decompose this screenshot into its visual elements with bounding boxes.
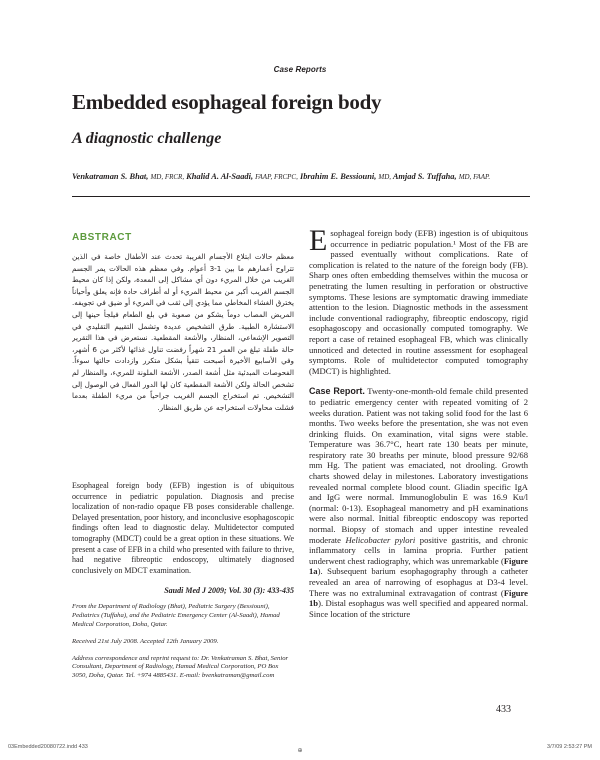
correspondence: Address correspondence and reprint request to: Dr. Venkatraman S. Bhat, Senior Consultant, Department of Radiology, Hamad Medical Corporation, PO Box 3050, Doha, Qatar. Tel. +974 4885431. E-mail: bvenkatraman@gmail.com: [72, 654, 289, 680]
case-report-paragraph: [309, 386, 528, 619]
author-list: [72, 172, 542, 181]
case-text: Twenty-one-month-old female child presented to pediatric emergency center with repeated vomiting of 2 weeks duration. Patient was not taking solid food for the last 6 months. Two weeks before the presentation, she was not even drinking fluids. On examination, vital signs were stable. Temperature was 36.7°C, heart rate 130 beats per minute, respiratory rate 30 breaths per minute, blood pressure 92/68 mm Hg. The patient was emaciated, not drooling. Growth charts showed delay in milestones. Laboratory investigations revealed normal complete blood count. Gliadin specific IgA and IgG were normal. Immunoglobulin E was 16.9 Ku/l (normal: 0-13). Esophageal manometry and pH examinations were also normal. Initial fibreoptic endoscopy was reported normal. Biopsy of stomach and upper intestine revealed moderate: [309, 386, 528, 545]
author-name: Venkatraman S. Bhat,: [72, 172, 149, 181]
figure-ref: Figure 1b: [309, 587, 528, 609]
abstract-english: Esophageal foreign body (EFB) ingestion is of ubiquitous occurrence in pediatric population. Diagnosis and precise localization of non-radio opaque FB poses considerable challenge. Delayed presentation, poor history, and inconclusive esophagoscopic findings often lead to diagnostic delay. Multidetector computed tomography (MDCT) could be a great option in these situations. We present a case of EFB in a child who presented with failure to thrive, had negative fibreoptic endoscopy, ultimately diagnosed conclusively on MDCT examination.: [72, 481, 294, 575]
affiliation: From the Department of Radiology (Bhat), Pediatric Surgery (Bessiouni), Pediatrics (Tuffaha), and the Pediatric Emergency Center (Al-Saadi), Hamad Medical Corporation, Doha, Qatar.: [72, 603, 280, 628]
author-degrees: MD,: [378, 173, 392, 181]
author-degrees: MD, FRCR,: [150, 173, 185, 181]
intro-paragraph: [309, 224, 528, 376]
section-label: Case Reports: [273, 65, 327, 74]
article-title: Embedded esophageal foreign body: [72, 90, 382, 114]
received-dates: Received 21st July 2008. Accepted 12th January 2009.: [72, 637, 219, 645]
figure-ref: Figure 1a: [309, 555, 528, 577]
title-divider: [72, 196, 530, 197]
drop-cap: E: [309, 224, 328, 257]
author-degrees: FAAP, FRCPC,: [255, 173, 298, 181]
article-subtitle: A diagnostic challenge: [72, 130, 222, 147]
abstract-arabic: معظم حالات ابتلاع الأجسام الغريبة تحدث عند الأطفال خاصة في الذين تتراوح أعمارهم ما بين 1-3 أعوام. وفي معظم هذه الحالات يمر الجسم الغريب من خلال المريء دون أي مشاكل إلى المعدة، ولكن إذا كان محيط الجسم الغريب أكبر من محيط المريء أو له أطراف حادة فإنه يعلق وأحياناً يخترق الغشاء المخاطي مما يؤدي إلى ثقب في المريء أو ضيق في تجويفه. المريض المصاب دوماً يشكو من صعوبة في بلع الطعام فيلجأ حينها إلى الاستشارة الطبية. طرق التشخيص عديدة وتشمل التقييم التقليدي في التصوير الإشعاعي، المنظار، والأشعة المقطعية. نستعرض في هذا التقرير حالة طفلة تبلغ من العمر 21 شهراً رفضت تناول غذائها لأكثر من 6 أشهر، وفي الأسابيع الأخيرة أصبحت تتقيأ بشكل متكرر وازدادت حالتها سوءاً. الفحوصات المبدئية مثل أشعة الصدر، الأشعة الملونة للمريء، والمنظار لم تشخص الحالة ولكن الأشعة المقطعية كان لها الدور الفعال في الوصول إلى التشخيص. تم استخراج الجسم الغريب جراحياً من مريء الطفلة بعدما فشلت محاولات استخراجه عن طريق المنظار.: [72, 252, 294, 412]
case-italic: Helicobacter pylori: [345, 534, 416, 545]
footer-file: 03Embedded20080722.indd 433: [8, 744, 88, 750]
case-text: positive gastritis, and chronic inflammatory cells in lamina propria. Further patient underwent chest radiography, which was unremarkable (: [309, 534, 528, 566]
abstract-column: [72, 232, 294, 681]
registration-mark-icon: ⊕: [297, 748, 303, 754]
author-name: Khalid A. Al-Saadi,: [186, 172, 254, 181]
body-column: [309, 224, 528, 619]
print-footer: [0, 740, 600, 760]
author-name: Amjad S. Tuffaha,: [392, 172, 457, 181]
abstract-heading: ABSTRACT: [72, 232, 132, 243]
case-report-heading: Case Report.: [309, 386, 365, 397]
journal-citation: Saudi Med J 2009; Vol. 30 (3): 433-435: [164, 586, 294, 596]
intro-text: sophageal foreign body (EFB) ingestion is of ubiquitous occurrence in pediatric population.¹ Most of the FB are passed eventually without complications. Rate of complication is related to the nature of the foreign body (FB). Sharp ones often embedding themselves within the mucosa or penetrating the lumen resulting in perforation or obstructive symptoms. These lesions are symptomatic drawing immediate attention to the lesion. Diagnostic methods in the assessment include conventional radiography, fibreoptic endoscopy, rigid esophagoscopy and occasionally computed tomography. We report a case of retained esophageal FB, which was clinically unnoticed and detected in routine assessment for esophageal symptoms. Role of multidetector computed tomography (MDCT) is highlighted.: [309, 228, 528, 376]
case-text: ). Distal esophagus was well specified and appeared normal. Since location of the stricture: [309, 598, 528, 619]
page-number: 433: [496, 704, 511, 715]
author-degrees: MD, FAAP.: [458, 173, 491, 181]
author-name: Ibrahim E. Bessiouni,: [299, 172, 377, 181]
footer-timestamp: 3/7/09 2:53:27 PM: [547, 744, 592, 750]
case-text: ). Subsequent barium esophagography through a catheter revealed an area of narrowing of esophagus at D3-4 level. There was no extraluminal extravagation of contrast (: [309, 566, 528, 598]
